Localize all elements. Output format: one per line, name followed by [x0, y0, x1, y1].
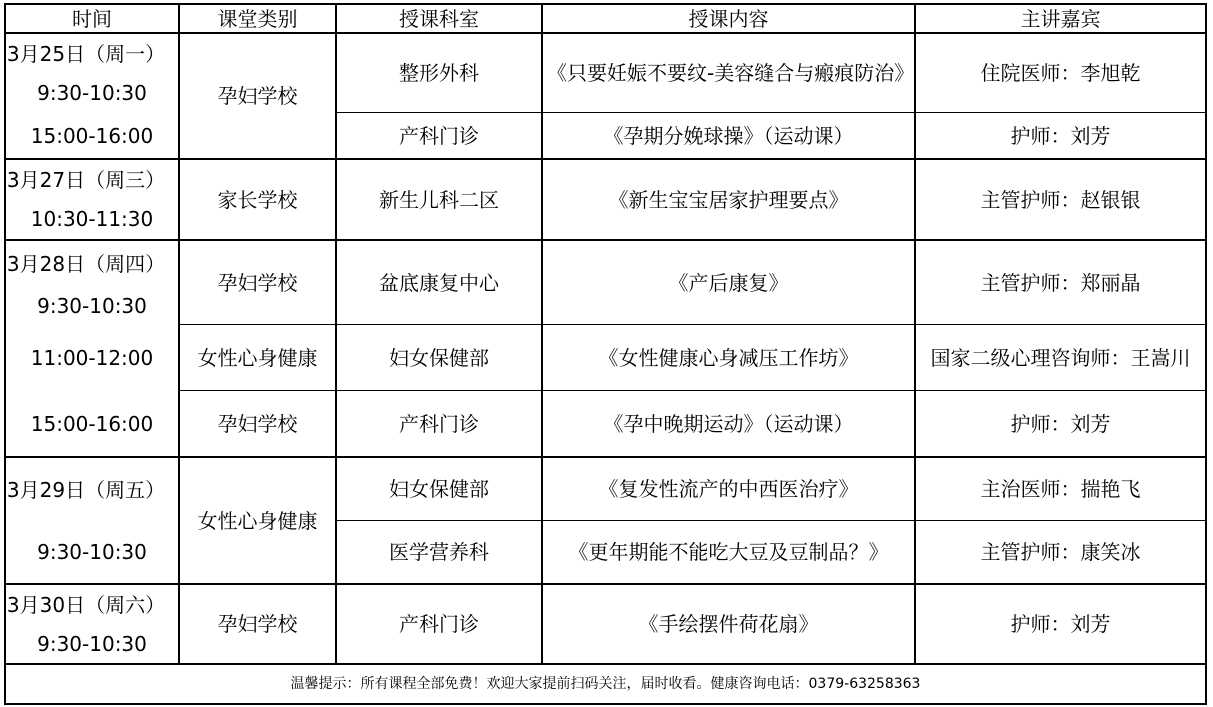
- speaker-cell: 主管护师：康笑冰: [980, 540, 1141, 564]
- content-cell: 《更年期能不能吃大豆及豆制品？》: [568, 540, 889, 564]
- category-cell: 孕妇学校: [217, 612, 298, 636]
- category-cell: 女性心身健康: [197, 345, 318, 370]
- time-slot: 11:00-12:00: [30, 345, 154, 370]
- department-cell: 产科门诊: [399, 612, 479, 636]
- department-cell: 妇女保健部: [389, 477, 489, 501]
- content-cell: 《复发性流产的中西医治疗》: [598, 477, 859, 501]
- content-cell: 《产后康复》: [668, 270, 789, 295]
- speaker-cell: 主管护师：赵银银: [980, 187, 1141, 212]
- speaker-cell: 护师：刘芳: [1010, 123, 1111, 148]
- time-slot: 9:30-10:30: [37, 294, 147, 318]
- category-cell: 女性心身健康: [197, 508, 318, 533]
- department-cell: 整形外科: [399, 61, 479, 85]
- time-date: 3月29日（周五）: [6, 478, 166, 502]
- footer-note: 温馨提示：所有课程全部免费！欢迎大家提前扫码关注，届时收看。健康咨询电话：0379-63258363: [290, 676, 921, 692]
- header-time: 时间: [72, 6, 112, 31]
- content-cell: 《新生宝宝居家护理要点》: [608, 187, 849, 212]
- speaker-cell: 住院医师：李旭乾: [980, 61, 1141, 85]
- grid-line: [4, 703, 1207, 705]
- time-slot: 15:00-16:00: [30, 124, 154, 148]
- category-cell: 孕妇学校: [217, 270, 298, 295]
- department-cell: 产科门诊: [399, 123, 479, 148]
- time-slot: 9:30-10:30: [37, 81, 147, 105]
- department-cell: 妇女保健部: [389, 345, 489, 370]
- content-cell: 《只要妊娠不要纹-美容缝合与瘢痕防治》: [547, 61, 915, 85]
- grid-line: [1205, 3, 1207, 705]
- time-slot: 9:30-10:30: [37, 632, 147, 656]
- time-slot: 9:30-10:30: [37, 540, 147, 564]
- department-cell: 产科门诊: [399, 411, 479, 436]
- category-cell: 家长学校: [217, 187, 298, 212]
- header-content: 授课内容: [688, 6, 769, 31]
- department-cell: 新生儿科二区: [379, 187, 499, 212]
- header-category: 课堂类别: [217, 6, 298, 31]
- time-slot: 15:00-16:00: [30, 411, 154, 436]
- speaker-cell: 主管护师：郑丽晶: [980, 270, 1141, 295]
- speaker-cell: 护师：刘芳: [1010, 612, 1111, 636]
- content-cell: 《女性健康心身减压工作坊》: [598, 345, 859, 370]
- speaker-cell: 国家二级心理咨询师：王嵩川: [930, 345, 1191, 370]
- category-cell: 孕妇学校: [217, 411, 298, 436]
- header-department: 授课科室: [399, 6, 479, 31]
- speaker-cell: 护师：刘芳: [1010, 411, 1111, 436]
- time-date: 3月27日（周三）: [6, 168, 166, 192]
- header-speaker: 主讲嘉宾: [1020, 6, 1101, 31]
- department-cell: 医学营养科: [389, 540, 489, 564]
- category-cell: 孕妇学校: [217, 84, 298, 108]
- time-date: 3月25日（周一）: [6, 42, 166, 66]
- content-cell: 《孕中晚期运动》（运动课）: [603, 411, 854, 436]
- time-date: 3月28日（周四）: [6, 252, 166, 276]
- content-cell: 《手绘摆件荷花扇》: [638, 612, 819, 636]
- content-cell: 《孕期分娩球操》（运动课）: [603, 123, 854, 148]
- department-cell: 盆底康复中心: [379, 270, 499, 295]
- time-date: 3月30日（周六）: [6, 593, 166, 617]
- speaker-cell: 主治医师：揣艳飞: [980, 477, 1141, 501]
- time-slot: 10:30-11:30: [30, 206, 154, 231]
